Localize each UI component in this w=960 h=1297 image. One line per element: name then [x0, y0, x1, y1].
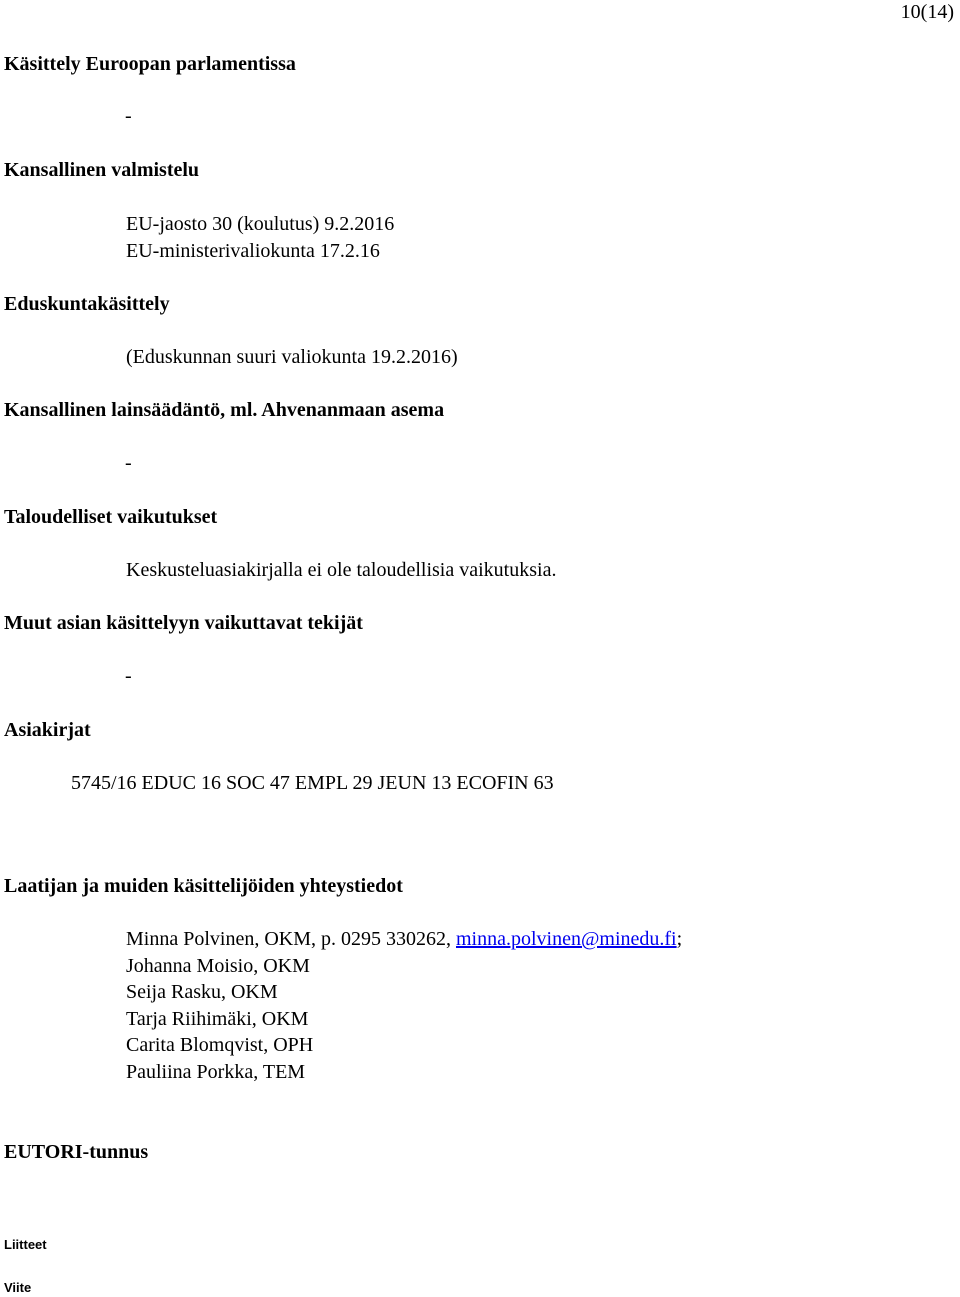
- heading-ep: Käsittely Euroopan parlamentissa: [4, 53, 296, 75]
- heading-other-factors: Muut asian käsittelyyn vaikuttavat tekijät: [4, 612, 363, 634]
- legislation-value: -: [125, 452, 132, 474]
- heading-parliament: Eduskuntakäsittely: [4, 293, 170, 315]
- national-prep-line-2: EU-ministerivaliokunta 17.2.16: [126, 240, 380, 262]
- page-number: 10(14): [900, 1, 954, 23]
- contact-line-5: Carita Blomqvist, OPH: [126, 1034, 314, 1056]
- contact-line-2: Johanna Moisio, OKM: [126, 955, 310, 977]
- contact-1-suffix: ;: [676, 928, 683, 950]
- contact-line-6: Pauliina Porkka, TEM: [126, 1061, 306, 1083]
- economic-value: Keskusteluasiakirjalla ei ole taloudellisia vaikutuksia.: [126, 559, 557, 581]
- contact-line-1: [126, 927, 682, 951]
- heading-legislation: Kansallinen lainsäädäntö, ml. Ahvenanmaan asema: [4, 399, 445, 421]
- national-prep-line-1: EU-jaosto 30 (koulutus) 9.2.2016: [126, 213, 395, 235]
- heading-national-prep: Kansallinen valmistelu: [4, 159, 200, 181]
- email-link[interactable]: minna.polvinen@minedu.fi: [456, 928, 677, 950]
- heading-contacts: Laatijan ja muiden käsittelijöiden yhteystiedot: [4, 875, 403, 897]
- heading-attachments: Liitteet: [4, 1237, 47, 1252]
- documents-value: 5745/16 EDUC 16 SOC 47 EMPL 29 JEUN 13 ECOFIN 63: [71, 772, 554, 794]
- heading-documents: Asiakirjat: [4, 719, 91, 741]
- other-factors-value: -: [125, 665, 132, 687]
- parliament-value: (Eduskunnan suuri valiokunta 19.2.2016): [126, 346, 458, 368]
- contact-line-4: Tarja Riihimäki, OKM: [126, 1008, 309, 1030]
- contact-line-3: Seija Rasku, OKM: [126, 981, 278, 1003]
- contact-1-text: Minna Polvinen, OKM, p. 0295 330262,: [126, 928, 456, 950]
- heading-reference: Viite: [4, 1280, 32, 1295]
- heading-eutori: EUTORI-tunnus: [4, 1141, 149, 1163]
- ep-value: -: [125, 105, 132, 127]
- heading-economic: Taloudelliset vaikutukset: [4, 506, 218, 528]
